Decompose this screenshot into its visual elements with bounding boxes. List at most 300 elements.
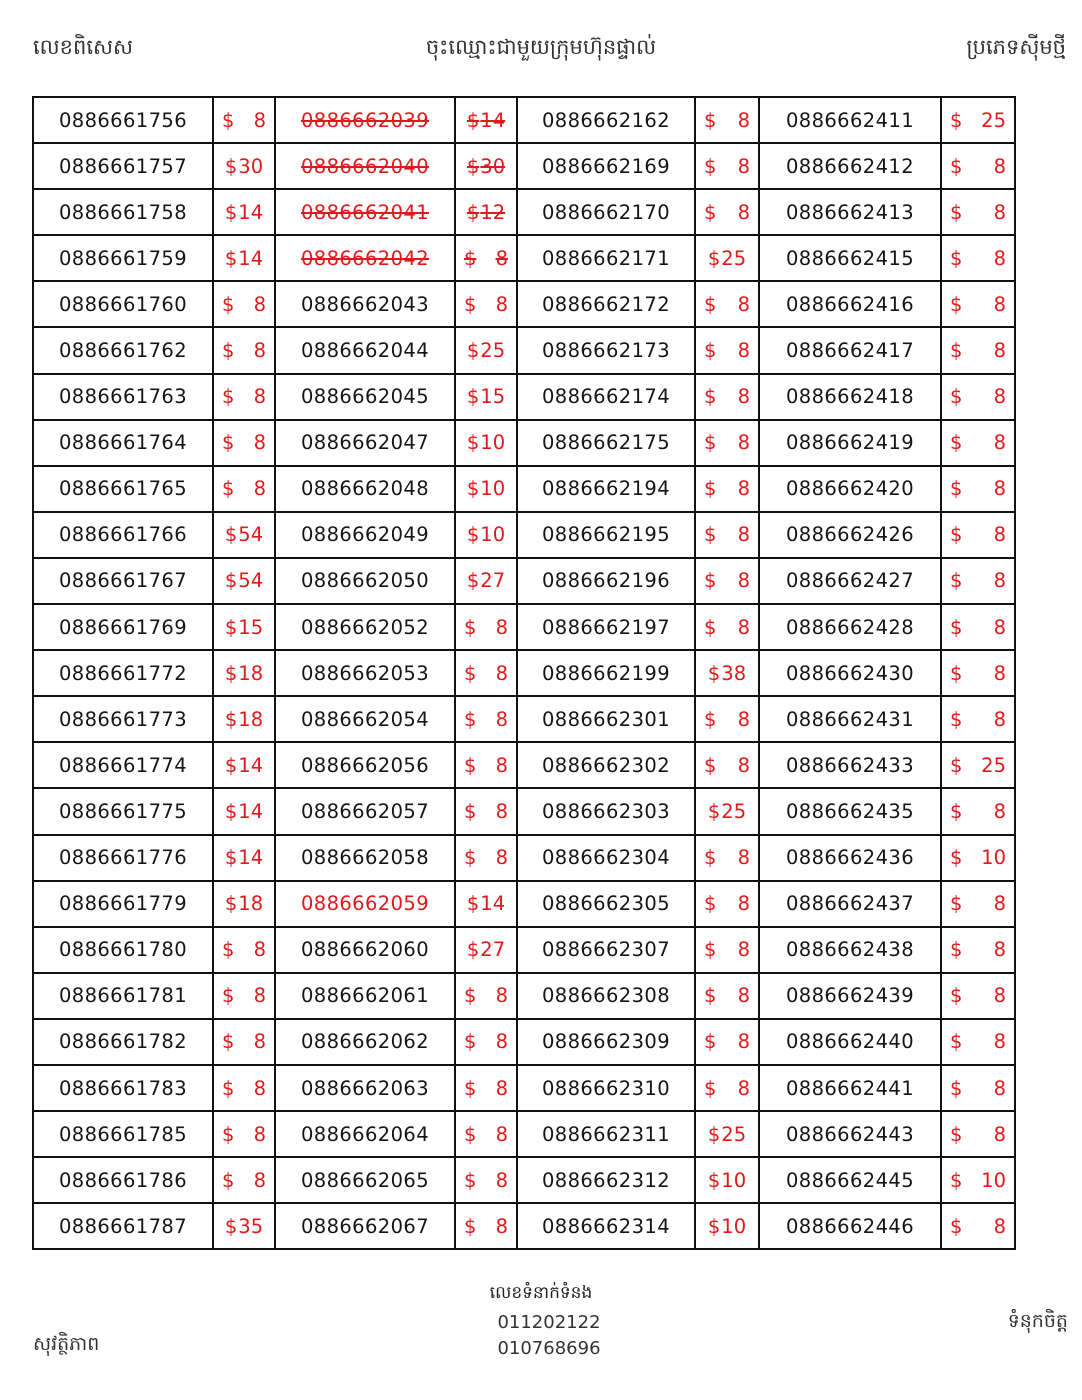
phone-number-cell: 0886662041 (275, 189, 455, 235)
phone-number-cell: 0886662440 (759, 1019, 941, 1065)
price-amount: 8 (737, 753, 750, 777)
price-amount: 8 (993, 892, 1006, 916)
price-cell (941, 189, 1015, 235)
currency-symbol: $ (222, 1122, 235, 1146)
price-value (464, 385, 508, 408)
phone-number-cell: 0886662175 (517, 420, 695, 466)
price-amount: 8 (495, 292, 508, 316)
price-amount: 8 (253, 1168, 266, 1192)
price-amount: 14 (480, 892, 506, 916)
table-body (33, 97, 1015, 1249)
phone-number-cell: 0886662420 (759, 466, 941, 512)
currency-symbol: $ (466, 892, 480, 916)
price-cell (213, 281, 275, 327)
currency-symbol: $ (222, 477, 235, 501)
phone-number-cell: 0886662043 (275, 281, 455, 327)
price-cell (695, 327, 759, 373)
price-cell (695, 650, 759, 696)
phone-number-cell: 0886662050 (275, 558, 455, 604)
price-value (950, 385, 1006, 408)
currency-symbol: $ (704, 385, 717, 409)
price-amount: 8 (737, 707, 750, 731)
price-amount: 8 (253, 385, 266, 409)
table-row (33, 650, 1015, 696)
price-amount: 10 (981, 1168, 1006, 1192)
phone-number-cell: 0886662314 (517, 1203, 695, 1249)
currency-symbol: $ (950, 339, 963, 363)
currency-symbol: $ (464, 1076, 477, 1100)
phone-number-cell: 0886662435 (759, 788, 941, 834)
price-cell (213, 696, 275, 742)
price-value (950, 523, 1006, 546)
header-left-label: លេខពិសេស (33, 35, 133, 59)
currency-symbol: $ (707, 246, 721, 270)
phone-number-cell: 0886661782 (33, 1019, 213, 1065)
price-value (704, 938, 750, 961)
price-cell (941, 604, 1015, 650)
currency-symbol: $ (704, 1030, 717, 1054)
table-row (33, 281, 1015, 327)
price-value (222, 523, 266, 546)
price-cell (695, 1065, 759, 1111)
price-amount: 8 (253, 938, 266, 962)
contact-phone-2: 010768696 (497, 1338, 601, 1359)
price-value (222, 1077, 266, 1100)
currency-symbol: $ (707, 1122, 721, 1146)
price-value (950, 1030, 1006, 1053)
price-value (950, 201, 1006, 224)
price-cell (455, 1019, 517, 1065)
header-right-label: ប្រភេទស៊ីមថ្មី (966, 35, 1066, 59)
price-value (464, 431, 508, 454)
price-value (704, 1215, 750, 1238)
price-amount: 25 (981, 753, 1006, 777)
price-cell (695, 927, 759, 973)
currency-symbol: $ (950, 246, 963, 270)
currency-symbol: $ (950, 200, 963, 224)
phone-number-cell: 0886661760 (33, 281, 213, 327)
price-cell (941, 650, 1015, 696)
price-amount: 25 (480, 339, 506, 363)
price-value (222, 1123, 266, 1146)
price-value (950, 846, 1006, 869)
price-cell (695, 466, 759, 512)
price-cell (941, 143, 1015, 189)
price-amount: 8 (993, 661, 1006, 685)
price-amount: 8 (737, 846, 750, 870)
table-row (33, 1065, 1015, 1111)
phone-number-cell: 0886662426 (759, 512, 941, 558)
price-cell (455, 604, 517, 650)
phone-number-cell: 0886662305 (517, 881, 695, 927)
phone-number-cell: 0886662418 (759, 374, 941, 420)
phone-number-cell: 0886662438 (759, 927, 941, 973)
currency-symbol: $ (464, 846, 477, 870)
phone-number-cell: 0886662173 (517, 327, 695, 373)
price-amount: 18 (238, 892, 264, 916)
price-cell (695, 143, 759, 189)
price-amount: 14 (238, 246, 264, 270)
phone-number-cell: 0886662169 (517, 143, 695, 189)
currency-symbol: $ (222, 1168, 235, 1192)
price-cell (695, 558, 759, 604)
price-value (950, 339, 1006, 362)
phone-number-cell: 0886662172 (517, 281, 695, 327)
price-value (704, 385, 750, 408)
price-amount: 8 (253, 1122, 266, 1146)
currency-symbol: $ (224, 246, 238, 270)
currency-symbol: $ (466, 938, 480, 962)
currency-symbol: $ (704, 846, 717, 870)
phone-number-cell: 0886662439 (759, 973, 941, 1019)
currency-symbol: $ (707, 1168, 721, 1192)
phone-number-cell: 0886662411 (759, 97, 941, 143)
phone-number-cell: 0886662062 (275, 1019, 455, 1065)
phone-number-cell: 0886662162 (517, 97, 695, 143)
price-cell (213, 788, 275, 834)
price-amount: 14 (238, 846, 264, 870)
currency-symbol: $ (704, 892, 717, 916)
phone-number-cell: 0886661774 (33, 742, 213, 788)
price-cell (455, 558, 517, 604)
currency-symbol: $ (466, 523, 480, 547)
price-cell (941, 835, 1015, 881)
price-amount: 8 (737, 477, 750, 501)
price-value (950, 431, 1006, 454)
price-amount: 8 (253, 431, 266, 455)
price-cell (213, 327, 275, 373)
price-value (464, 616, 508, 639)
price-amount: 14 (238, 799, 264, 823)
phone-number-cell: 0886661759 (33, 235, 213, 281)
currency-symbol: $ (950, 108, 963, 132)
currency-symbol: $ (704, 477, 717, 501)
currency-symbol: $ (464, 292, 477, 316)
table-row (33, 881, 1015, 927)
price-cell (213, 1157, 275, 1203)
table-row (33, 143, 1015, 189)
price-value (950, 892, 1006, 915)
price-cell (941, 420, 1015, 466)
price-amount: 8 (993, 339, 1006, 363)
price-amount: 30 (480, 154, 506, 178)
currency-symbol: $ (224, 661, 238, 685)
currency-symbol: $ (464, 661, 477, 685)
price-value (464, 1215, 508, 1238)
currency-symbol: $ (950, 385, 963, 409)
phone-number-cell: 0886662047 (275, 420, 455, 466)
price-amount: 54 (238, 523, 264, 547)
price-amount: 8 (253, 1076, 266, 1100)
phone-number-cell: 0886662056 (275, 742, 455, 788)
price-amount: 8 (737, 339, 750, 363)
price-cell (695, 604, 759, 650)
currency-symbol: $ (950, 569, 963, 593)
currency-symbol: $ (704, 753, 717, 777)
price-value (704, 247, 750, 270)
currency-symbol: $ (466, 339, 480, 363)
price-value (950, 754, 1006, 777)
phone-number-cell: 0886662174 (517, 374, 695, 420)
currency-symbol: $ (950, 154, 963, 178)
price-value (704, 984, 750, 1007)
phone-number-cell: 0886662197 (517, 604, 695, 650)
price-value (950, 662, 1006, 685)
phone-number-cell: 0886662308 (517, 973, 695, 1019)
table-row (33, 835, 1015, 881)
price-value (950, 569, 1006, 592)
phone-number-cell: 0886661758 (33, 189, 213, 235)
phone-number-cell: 0886662310 (517, 1065, 695, 1111)
price-cell (213, 235, 275, 281)
price-amount: 8 (993, 569, 1006, 593)
price-value (464, 938, 508, 961)
price-value (464, 892, 508, 915)
price-value (464, 754, 508, 777)
price-value (222, 477, 266, 500)
phone-number-cell: 0886662446 (759, 1203, 941, 1249)
currency-symbol: $ (222, 1076, 235, 1100)
price-value (464, 155, 508, 178)
price-amount: 8 (253, 292, 266, 316)
price-cell (455, 512, 517, 558)
price-value (704, 708, 750, 731)
price-amount: 8 (253, 108, 266, 132)
phone-number-cell: 0886662303 (517, 788, 695, 834)
price-cell (213, 742, 275, 788)
price-cell (213, 512, 275, 558)
phone-number-cell: 0886662441 (759, 1065, 941, 1111)
phone-number-cell: 0886661766 (33, 512, 213, 558)
price-cell (213, 374, 275, 420)
price-amount: 8 (993, 938, 1006, 962)
price-amount: 8 (993, 1076, 1006, 1100)
price-amount: 8 (737, 938, 750, 962)
phone-number-cell: 0886661767 (33, 558, 213, 604)
phone-number-cell: 0886662430 (759, 650, 941, 696)
price-amount: 27 (480, 569, 506, 593)
currency-symbol: $ (707, 799, 721, 823)
table-row (33, 512, 1015, 558)
price-amount: 14 (238, 753, 264, 777)
currency-symbol: $ (466, 200, 480, 224)
price-amount: 8 (495, 846, 508, 870)
price-cell (941, 1065, 1015, 1111)
price-amount: 10 (480, 431, 506, 455)
currency-symbol: $ (704, 1076, 717, 1100)
currency-symbol: $ (950, 707, 963, 731)
phone-number-cell: 0886662048 (275, 466, 455, 512)
price-cell (455, 1065, 517, 1111)
currency-symbol: $ (950, 477, 963, 501)
price-cell (941, 97, 1015, 143)
contact-label: លេខទំនាក់ទំនង (489, 1283, 593, 1303)
price-cell (213, 189, 275, 235)
price-cell (455, 1111, 517, 1157)
currency-symbol: $ (224, 569, 238, 593)
price-value (464, 247, 508, 270)
price-value (704, 109, 750, 132)
price-value (222, 708, 266, 731)
price-value (704, 1123, 750, 1146)
price-cell (455, 1157, 517, 1203)
price-value (222, 155, 266, 178)
price-amount: 10 (480, 477, 506, 501)
table-row (33, 927, 1015, 973)
price-cell (455, 835, 517, 881)
price-cell (213, 558, 275, 604)
phone-number-cell: 0886662431 (759, 696, 941, 742)
price-amount: 8 (495, 984, 508, 1008)
currency-symbol: $ (224, 846, 238, 870)
price-value (950, 984, 1006, 1007)
currency-symbol: $ (950, 292, 963, 316)
currency-symbol: $ (704, 292, 717, 316)
price-value (222, 846, 266, 869)
price-cell (695, 881, 759, 927)
price-amount: 35 (238, 1214, 264, 1238)
currency-symbol: $ (704, 707, 717, 731)
currency-symbol: $ (950, 431, 963, 455)
price-cell (941, 1203, 1015, 1249)
price-value (704, 616, 750, 639)
price-value (222, 754, 266, 777)
price-amount: 8 (737, 615, 750, 639)
price-amount: 8 (495, 1030, 508, 1054)
phone-number-cell: 0886661765 (33, 466, 213, 512)
price-amount: 30 (238, 154, 264, 178)
currency-symbol: $ (224, 154, 238, 178)
phone-number-cell: 0886662059 (275, 881, 455, 927)
price-amount: 8 (253, 1030, 266, 1054)
price-value (464, 339, 508, 362)
price-value (222, 1215, 266, 1238)
price-cell (695, 235, 759, 281)
price-cell (455, 1203, 517, 1249)
price-value (704, 431, 750, 454)
price-value (950, 1123, 1006, 1146)
price-amount: 10 (721, 1214, 747, 1238)
price-cell (455, 696, 517, 742)
currency-symbol: $ (224, 892, 238, 916)
price-amount: 8 (993, 523, 1006, 547)
phone-number-cell: 0886662060 (275, 927, 455, 973)
price-value (704, 155, 750, 178)
price-cell (455, 327, 517, 373)
price-amount: 8 (495, 753, 508, 777)
phone-number-cell: 0886661780 (33, 927, 213, 973)
currency-symbol: $ (464, 1214, 477, 1238)
price-value (464, 293, 508, 316)
price-amount: 38 (721, 661, 747, 685)
phone-number-cell: 0886662044 (275, 327, 455, 373)
phone-number-cell: 0886662443 (759, 1111, 941, 1157)
price-amount: 8 (495, 1168, 508, 1192)
phone-number-cell: 0886662428 (759, 604, 941, 650)
price-cell (455, 420, 517, 466)
phone-number-cell: 0886662412 (759, 143, 941, 189)
currency-symbol: $ (950, 1076, 963, 1100)
price-cell (213, 143, 275, 189)
price-value (464, 708, 508, 731)
price-value (704, 339, 750, 362)
price-amount: 8 (993, 246, 1006, 270)
price-cell (941, 696, 1015, 742)
phone-number-cell: 0886662436 (759, 835, 941, 881)
table-row (33, 1203, 1015, 1249)
price-value (704, 477, 750, 500)
phone-number-cell: 0886662061 (275, 973, 455, 1019)
price-amount: 8 (495, 661, 508, 685)
price-value (222, 984, 266, 1007)
price-cell (213, 604, 275, 650)
price-cell (695, 1203, 759, 1249)
price-cell (695, 788, 759, 834)
currency-symbol: $ (224, 200, 238, 224)
price-amount: 8 (737, 892, 750, 916)
phone-number-cell: 0886661757 (33, 143, 213, 189)
table-row (33, 558, 1015, 604)
price-cell (455, 466, 517, 512)
price-value (950, 1169, 1006, 1192)
price-amount: 15 (238, 615, 264, 639)
price-cell (941, 235, 1015, 281)
currency-symbol: $ (950, 1214, 963, 1238)
price-amount: 27 (480, 938, 506, 962)
price-value (704, 1030, 750, 1053)
price-amount: 12 (480, 200, 506, 224)
price-amount: 8 (993, 1214, 1006, 1238)
price-value (464, 662, 508, 685)
price-amount: 8 (993, 154, 1006, 178)
currency-symbol: $ (950, 984, 963, 1008)
phone-number-cell: 0886661775 (33, 788, 213, 834)
phone-number-cell: 0886662417 (759, 327, 941, 373)
currency-symbol: $ (224, 753, 238, 777)
phone-number-cell: 0886661786 (33, 1157, 213, 1203)
phone-number-cell: 0886662304 (517, 835, 695, 881)
currency-symbol: $ (464, 1030, 477, 1054)
price-amount: 8 (993, 431, 1006, 455)
price-amount: 8 (253, 984, 266, 1008)
table-row (33, 788, 1015, 834)
phone-number-cell: 0886662309 (517, 1019, 695, 1065)
currency-symbol: $ (950, 661, 963, 685)
contact-phone-1: 011202122 (497, 1312, 601, 1333)
currency-symbol: $ (224, 615, 238, 639)
price-value (222, 662, 266, 685)
price-value (222, 1169, 266, 1192)
currency-symbol: $ (464, 707, 477, 731)
currency-symbol: $ (704, 523, 717, 547)
phone-number-cell: 0886662063 (275, 1065, 455, 1111)
price-cell (213, 420, 275, 466)
phone-number-cell: 0886662419 (759, 420, 941, 466)
price-amount: 8 (253, 339, 266, 363)
phone-number-cell: 0886662194 (517, 466, 695, 512)
currency-symbol: $ (466, 569, 480, 593)
currency-symbol: $ (224, 1214, 238, 1238)
phone-number-cell: 0886661756 (33, 97, 213, 143)
price-amount: 8 (737, 292, 750, 316)
price-value (950, 1215, 1006, 1238)
price-cell (695, 696, 759, 742)
price-cell (213, 1111, 275, 1157)
price-amount: 8 (993, 200, 1006, 224)
table-row (33, 1157, 1015, 1203)
price-value (222, 892, 266, 915)
price-cell (941, 512, 1015, 558)
